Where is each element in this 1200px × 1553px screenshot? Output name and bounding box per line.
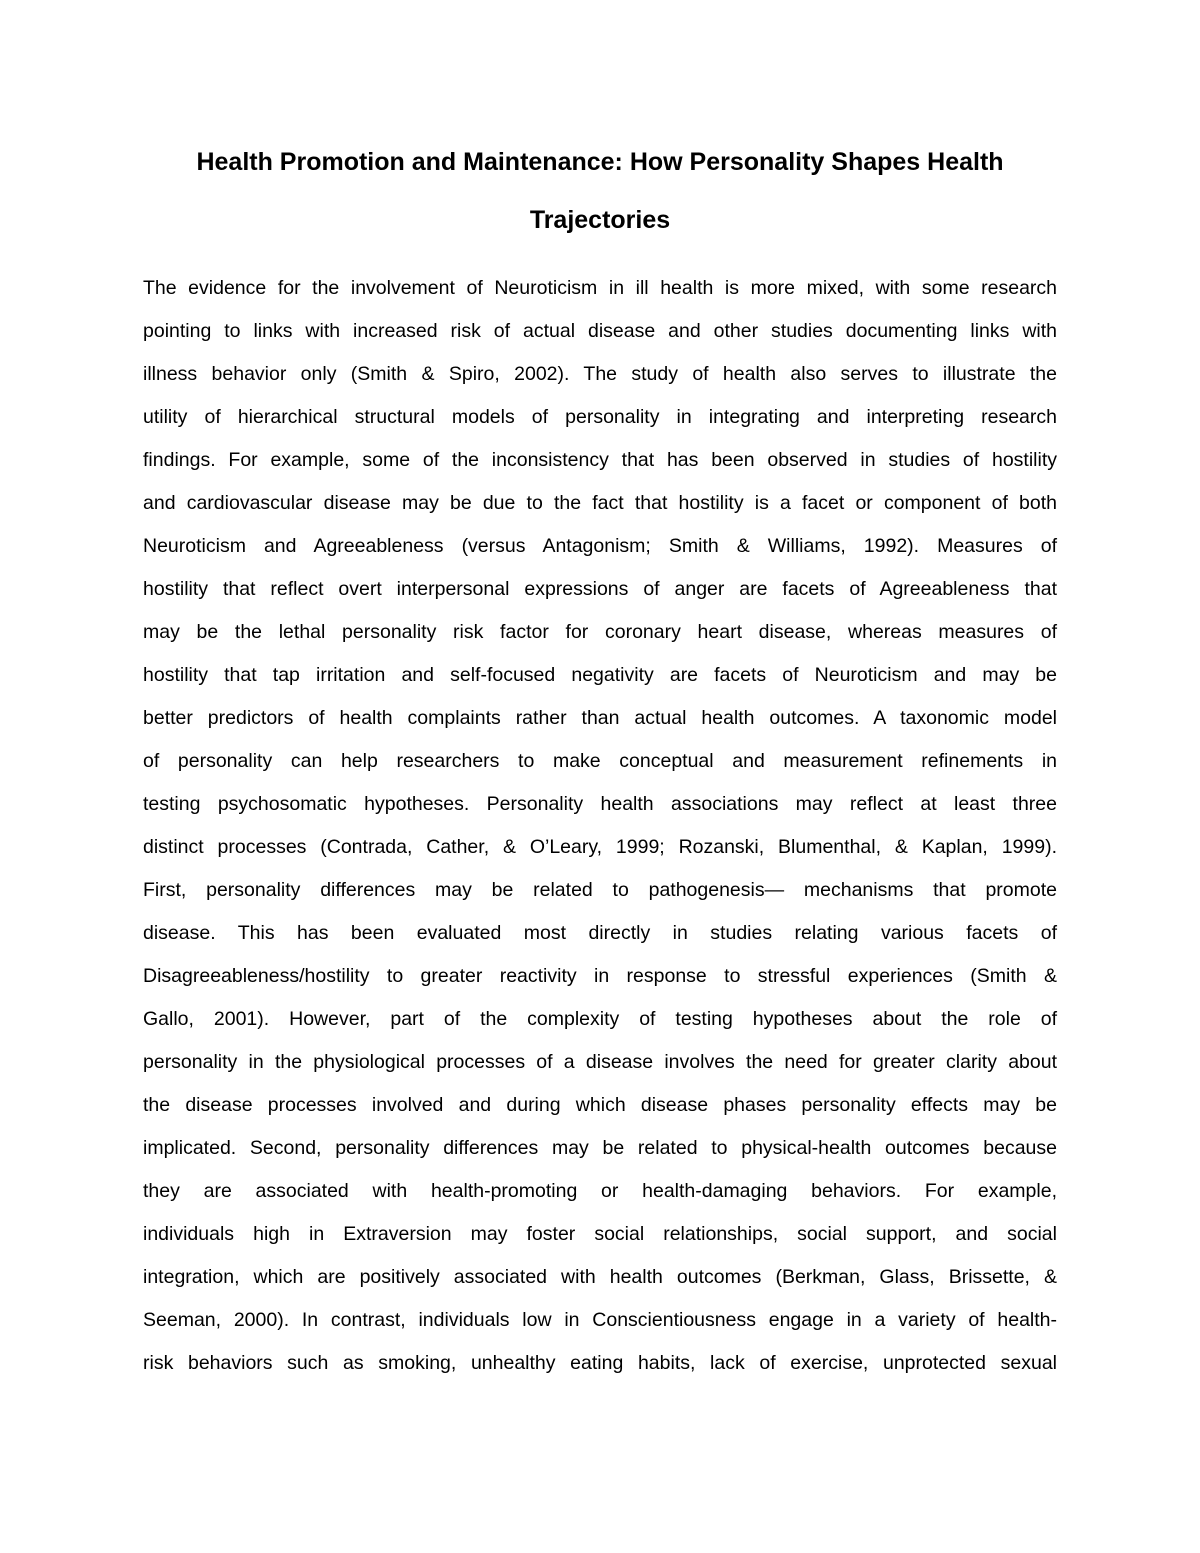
body-line: disease. This has been evaluated most directly in studies relating various facets of <box>143 922 1057 944</box>
body-line: Gallo, 2001). However, part of the complexity of testing hypotheses about the role of <box>143 1008 1057 1030</box>
body-line: First, personality differences may be related to pathogenesis— mechanisms that promote <box>143 879 1057 901</box>
document-title-line-1: Health Promotion and Maintenance: How Personality Shapes Health <box>196 148 1004 176</box>
body-line: and cardiovascular disease may be due to the fact that hostility is a facet or component of both <box>143 492 1057 514</box>
body-line: they are associated with health-promoting or health-damaging behaviors. For example, <box>143 1180 1057 1202</box>
body-line: testing psychosomatic hypotheses. Personality health associations may reflect at least three <box>143 793 1057 815</box>
body-line: implicated. Second, personality differences may be related to physical-health outcomes because <box>143 1137 1057 1159</box>
body-line: hostility that reflect overt interpersonal expressions of anger are facets of Agreeableness that <box>143 578 1057 600</box>
body-line: integration, which are positively associated with health outcomes (Berkman, Glass, Brissette, & <box>143 1266 1057 1288</box>
document-title-line-2: Trajectories <box>529 206 671 234</box>
body-line: utility of hierarchical structural models of personality in integrating and interpreting research <box>143 406 1057 428</box>
body-line: Neuroticism and Agreeableness (versus Antagonism; Smith & Williams, 1992). Measures of <box>143 535 1057 557</box>
body-line: better predictors of health complaints rather than actual health outcomes. A taxonomic model <box>143 707 1057 729</box>
body-line: The evidence for the involvement of Neuroticism in ill health is more mixed, with some research <box>143 277 1057 299</box>
body-line: personality in the physiological processes of a disease involves the need for greater clarity about <box>143 1051 1057 1073</box>
body-line: risk behaviors such as smoking, unhealthy eating habits, lack of exercise, unprotected sexual <box>143 1352 1057 1374</box>
body-line: hostility that tap irritation and self-focused negativity are facets of Neuroticism and may be <box>143 664 1057 686</box>
body-line: pointing to links with increased risk of actual disease and other studies documenting links with <box>143 320 1057 342</box>
body-line: may be the lethal personality risk factor for coronary heart disease, whereas measures of <box>143 621 1057 643</box>
body-line: illness behavior only (Smith & Spiro, 2002). The study of health also serves to illustrate the <box>143 363 1057 385</box>
body-line: distinct processes (Contrada, Cather, & O’Leary, 1999; Rozanski, Blumenthal, & Kaplan, 1999). <box>143 836 1057 858</box>
body-line: individuals high in Extraversion may foster social relationships, social support, and social <box>143 1223 1057 1245</box>
body-line: Disagreeableness/hostility to greater reactivity in response to stressful experiences (Smith & <box>143 965 1057 987</box>
body-line: Seeman, 2000). In contrast, individuals low in Conscientiousness engage in a variety of health- <box>143 1309 1057 1331</box>
body-line: the disease processes involved and during which disease phases personality effects may be <box>143 1094 1057 1116</box>
body-line: findings. For example, some of the inconsistency that has been observed in studies of hostility <box>143 449 1057 471</box>
body-line: of personality can help researchers to make conceptual and measurement refinements in <box>143 750 1057 772</box>
